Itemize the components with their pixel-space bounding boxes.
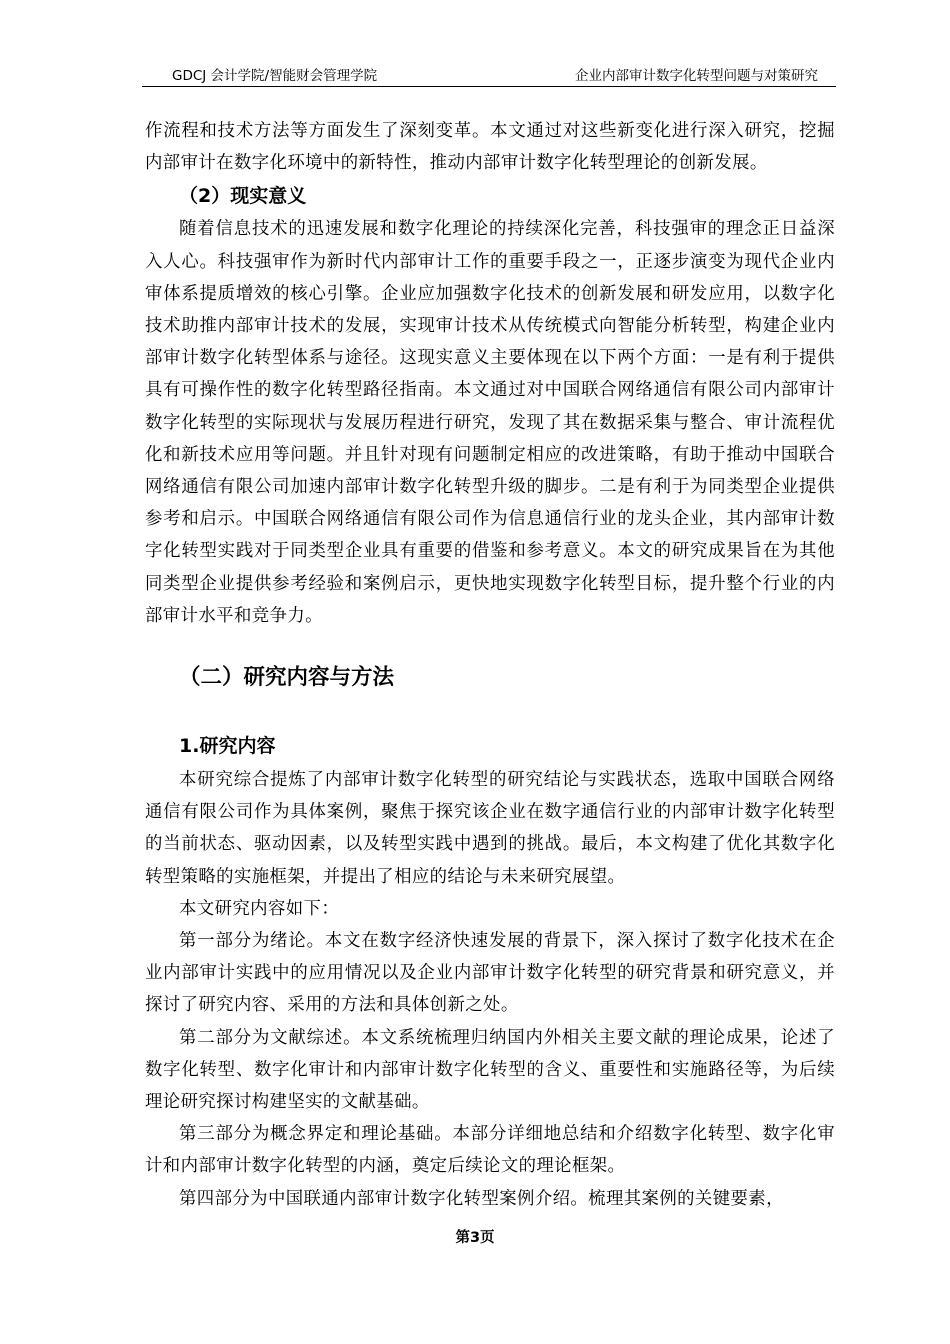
paragraph-part-one: 第一部分为绪论。本文在数字经济快速发展的背景下，深入探讨了数字化技术在企业内部审计实践中的应用情况以及企业内部审计数字化转型的研究背景和研究意义，并探讨了研究内容、采用的方法和具体创新之处。 (145, 931, 835, 1016)
paragraph-part-two: 第二部分为文献综述。本文系统梳理归纳国内外相关主要文献的理论成果，论述了数字化转型、数字化审计和内部审计数字化转型的含义、重要性和实施路径等，为后续理论研究探讨构建坚实的文献基础。 (145, 1027, 835, 1113)
header-right-text: 企业内部审计数字化转型问题与对策研究 (575, 68, 818, 84)
paragraph-continued: 作流程和技术方法等方面发生了深刻变革。本文通过对这些新变化进行深入研究，挖掘内部审计在数字化环境中的新特性，推动内部审计数字化转型理论的创新发展。 (145, 121, 835, 174)
page-number: 第3页 (455, 1230, 495, 1246)
paragraph-part-four: 第四部分为中国联通内部审计数字化转型案例介绍。梳理其案例的关键要素， (179, 1188, 784, 1209)
section-heading-research-content-method: （二）研究内容与方法 (179, 665, 395, 691)
header-left-text: GDCJ 会计学院/智能财会管理学院 (172, 68, 378, 84)
document-body (145, 115, 835, 1215)
paragraph-part-three: 第三部分为概念界定和理论基础。本部分详细地总结和介绍数字化转型、数字化审计和内部审计数字化转型的内涵，奠定后续论文的理论框架。 (145, 1124, 835, 1177)
subheading-research-content: 1.研究内容 (179, 735, 276, 758)
heading-practical-significance: （2）现实意义 (179, 185, 307, 208)
paragraph-content-intro: 本文研究内容如下： (179, 898, 340, 919)
header-divider (142, 86, 836, 87)
page-header (142, 66, 836, 86)
paragraph-practical-significance: 随着信息技术的迅速发展和数字化理论的持续深化完善，科技强审的理念正日益深入人心。科技强审作为新时代内部审计工作的重要手段之一，正逐步演变为现代企业内审体系提质增效的核心引擎。企业应加强数字化技术的创新发展和研发应用，以数字化技术助推内部审计技术的发展，实现审计技术从传统模式向智能分析转型，构建企业内部审计数字化转型体系与途径。这现实意义主要体现在以下两个方面：一是有利于提供具有可操作性的数字化转型路径指南。本文通过对中国联合网络通信有限公司内部审计数字化转型的实际现状与发展历程进行研究，发现了其在数据采集与整合、审计流程优化和新技术应用等问题。并且针对现有问题制定相应的改进策略，有助于推动中国联合网络通信有限公司加速内部审计数字化转型升级的脚步。二是有利于为同类型企业提供参考和启示。中国联合网络通信有限公司作为信息通信行业的龙头企业，其内部审计数字化转型实践对于同类型企业具有重要的借鉴和参考意义。本文的研究成果旨在为其他同类型企业提供参考经验和案例启示，更快地实现数字化转型目标，提升整个行业的内部审计水平和竞争力。 (145, 219, 835, 626)
paragraph-research-summary: 本研究综合提炼了内部审计数字化转型的研究结论与实践状态，选取中国联合网络通信有限公司作为具体案例，聚焦于探究该企业在数字通信行业的内部审计数字化转型的当前状态、驱动因素，以及转型实践中遇到的挑战。最后，本文构建了优化其数字化转型策略的实施框架，并提出了相应的结论与未来研究展望。 (145, 770, 835, 887)
